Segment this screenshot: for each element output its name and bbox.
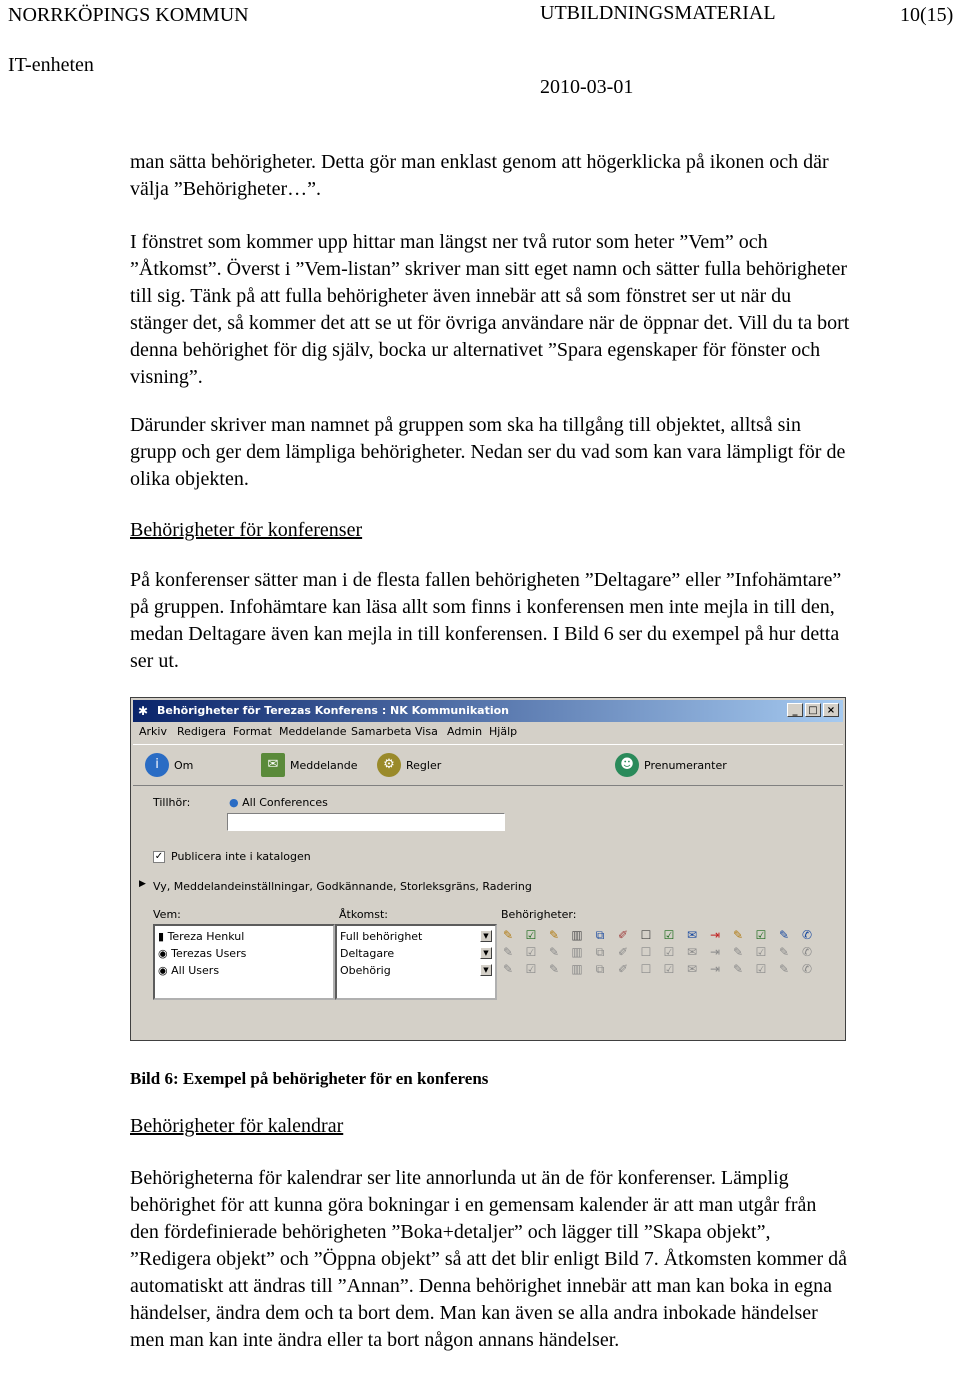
dropdown-arrow-icon: ▼: [480, 964, 492, 976]
header-page-number: 10(15): [900, 4, 954, 26]
menu-format[interactable]: Format: [233, 725, 272, 738]
phone-icon[interactable]: ✆: [801, 928, 813, 942]
copy-icon[interactable]: ⧉: [595, 945, 605, 959]
close-button[interactable]: ×: [823, 703, 839, 717]
publish-label: Publicera inte i katalogen: [171, 850, 311, 863]
checkbox-icon[interactable]: ☑: [755, 928, 767, 942]
edit-icon[interactable]: ✎: [502, 928, 514, 942]
menu-arkiv[interactable]: Arkiv: [139, 725, 167, 738]
group-icon: ◉: [158, 947, 168, 960]
checkbox-icon[interactable]: ☑: [755, 962, 767, 976]
phone-icon[interactable]: ✆: [801, 945, 813, 959]
menubar: [133, 723, 843, 741]
checkbox-icon[interactable]: ☑: [755, 945, 767, 959]
pencil-icon[interactable]: ✎: [548, 928, 560, 942]
box-icon[interactable]: ☐: [640, 962, 652, 976]
tillhor-value[interactable]: ● All Conferences: [229, 796, 328, 809]
window-title: Behörigheter för Terezas Konferens : NK Kommunikation: [157, 704, 509, 717]
checkbox-icon[interactable]: ☑: [525, 928, 537, 942]
pencil-icon[interactable]: ✎: [778, 962, 790, 976]
box-icon[interactable]: ☐: [640, 945, 652, 959]
menu-visa[interactable]: Visa: [415, 725, 438, 738]
menu-meddelande[interactable]: Meddelande: [279, 725, 347, 738]
pencil-icon[interactable]: ✎: [548, 945, 560, 959]
check-icon[interactable]: ☑: [663, 962, 675, 976]
edit-icon[interactable]: ✎: [732, 962, 744, 976]
message-icon: ✉: [261, 753, 285, 777]
globe-icon: ●: [229, 796, 239, 809]
pencil-icon[interactable]: ✎: [548, 962, 560, 976]
trash-icon[interactable]: ▥: [571, 962, 583, 976]
move-icon[interactable]: ⇥: [709, 945, 721, 959]
list-item[interactable]: Full behörighet ▼: [340, 928, 494, 945]
check-icon[interactable]: ☑: [663, 928, 675, 942]
mail-icon[interactable]: ✉: [686, 945, 698, 959]
pencil-icon[interactable]: ✎: [778, 945, 790, 959]
write-icon[interactable]: ✐: [617, 945, 629, 959]
paragraph-5: Behörigheterna för kalendrar ser lite annorlunda ut än de för konferenser. Lämplig behörighet för att kunna göra bokningar i en gemensam kalender är att man utgår från den fördefinierade behörigheten ”Boka+detaljer” och lägger till ”Skapa objekt”, ”Redigera objekt” och ”Öppna objekt” så att det blir enligt Bild 7. Åtkomsten kommer då automatiskt att ändras till ”Annan”. Denna behörighet innebär att man kan boka in egna händelser, ändra dem och ta bort dem. Man kan även se alla andra inbokade händelser men man kan inte ändra eller ta bort någon annans händelser.: [130, 1167, 848, 1351]
move-icon[interactable]: ⇥: [709, 962, 721, 976]
trash-icon[interactable]: ▥: [571, 945, 583, 959]
box-icon[interactable]: ☐: [640, 928, 652, 942]
toolbar-prenumeranter-button[interactable]: ☻ Prenumeranter: [615, 751, 727, 779]
tillhor-input[interactable]: [227, 813, 505, 831]
list-item[interactable]: ◉ All Users: [158, 964, 220, 977]
header-department: IT-enheten: [8, 54, 94, 76]
tillhor-label: Tillhör:: [153, 796, 191, 809]
checkbox-icon[interactable]: ☑: [525, 962, 537, 976]
toolbar-regler-button[interactable]: ⚙ Regler: [377, 751, 441, 779]
paragraph-1: man sätta behörigheter. Detta gör man enklast genom att högerklicka på ikonen och där välja ”Behörigheter…”.: [130, 151, 829, 200]
list-item[interactable]: ▮ Tereza Henkul: [158, 930, 245, 943]
menu-redigera[interactable]: Redigera: [177, 725, 226, 738]
mail-icon[interactable]: ✉: [686, 928, 698, 942]
window-titlebar: [133, 700, 843, 722]
menu-hjalp[interactable]: Hjälp: [489, 725, 518, 738]
dropdown-arrow-icon: ▼: [480, 930, 492, 942]
edit-icon[interactable]: ✎: [732, 945, 744, 959]
write-icon[interactable]: ✐: [617, 928, 629, 942]
edit-icon[interactable]: ✎: [732, 928, 744, 942]
dropdown-arrow-icon: ▼: [480, 947, 492, 959]
menu-admin[interactable]: Admin: [447, 725, 483, 738]
expander-arrow-icon[interactable]: ▶: [139, 879, 146, 889]
heading-konferenser: Behörigheter för konferenser: [130, 519, 363, 541]
app-icon: ✱: [138, 704, 149, 718]
paragraph-3: Därunder skriver man namnet på gruppen som ska ha tillgång till objektet, alltså sin grupp och ger dem lämpliga behörigheter. Nedan ser du vad som kan vara lämpligt för de olika objekten.: [130, 414, 846, 490]
write-icon[interactable]: ✐: [617, 962, 629, 976]
paragraph-4: På konferenser sätter man i de flesta fallen behörigheten ”Deltagare” eller ”Infohämtare” på gruppen. Infohämtare kan läsa allt som finns i konferensen men inte mejla in till den, medan Deltagare även kan mejla in till konferensen. I Bild 6 ser du exempel på hur detta ser ut.: [130, 569, 842, 672]
checkbox-icon[interactable]: ☑: [525, 945, 537, 959]
copy-icon[interactable]: ⧉: [595, 962, 605, 976]
group-icon: ◉: [158, 964, 168, 977]
toolbar-meddelande-button[interactable]: ✉ Meddelande: [261, 751, 358, 779]
permissions-window: [130, 697, 846, 1041]
header-category: UTBILDNINGSMATERIAL: [540, 2, 776, 24]
edit-icon[interactable]: ✎: [502, 945, 514, 959]
maximize-button[interactable]: □: [805, 703, 821, 717]
list-item[interactable]: Deltagare ▼: [340, 945, 494, 962]
toolbar: [133, 744, 843, 786]
menu-samarbeta[interactable]: Samarbeta: [351, 725, 412, 738]
edit-icon[interactable]: ✎: [502, 962, 514, 976]
list-item[interactable]: Obehörig ▼: [340, 962, 494, 979]
behorigheter-label: Behörigheter:: [501, 908, 577, 921]
copy-icon[interactable]: ⧉: [595, 928, 605, 942]
vem-list[interactable]: [153, 924, 335, 1000]
pencil-icon[interactable]: ✎: [778, 928, 790, 942]
heading-kalendrar: Behörigheter för kalendrar: [130, 1115, 344, 1137]
publish-checkbox[interactable]: ✓: [154, 851, 164, 862]
move-icon[interactable]: ⇥: [709, 928, 721, 942]
header-date: 2010-03-01: [540, 76, 634, 98]
info-icon: i: [145, 753, 169, 777]
expander-label[interactable]: Vy, Meddelandeinställningar, Godkännande, Storleksgräns, Radering: [153, 880, 532, 893]
list-item[interactable]: ◉ Terezas Users: [158, 947, 247, 960]
atkomst-list[interactable]: [335, 924, 497, 1000]
check-icon[interactable]: ☑: [663, 945, 675, 959]
vem-label: Vem:: [153, 908, 181, 921]
user-icon: ▮: [158, 930, 165, 943]
mail-icon[interactable]: ✉: [686, 962, 698, 976]
minimize-button[interactable]: _: [787, 703, 803, 717]
header-org: NORRKÖPINGS KOMMUN: [8, 4, 249, 26]
paragraph-2: I fönstret som kommer upp hittar man längst ner två rutor som heter ”Vem” och ”Åtkomst”. Överst i ”Vem-listan” skriver man sitt eget namn och sätter fulla behörigheter till sig. Tänk på att fulla behörigheter även innebär att så som fönstret ser ut när du stänger det, så kommer det att se ut för övriga användare när de öppnar det. Vill du ta bort denna behörighet för dig själv, bocka ur alternativet ”Spara egenskaper för fönster och visning”.: [130, 231, 850, 388]
atkomst-label: Åtkomst:: [339, 908, 389, 921]
phone-icon[interactable]: ✆: [801, 962, 813, 976]
subscribers-icon: ☻: [615, 753, 639, 777]
gear-icon: ⚙: [377, 753, 401, 777]
figure-caption: Bild 6: Exempel på behörigheter för en konferens: [130, 1069, 489, 1088]
toolbar-om-button[interactable]: i Om: [145, 751, 193, 779]
trash-icon[interactable]: ▥: [571, 928, 583, 942]
